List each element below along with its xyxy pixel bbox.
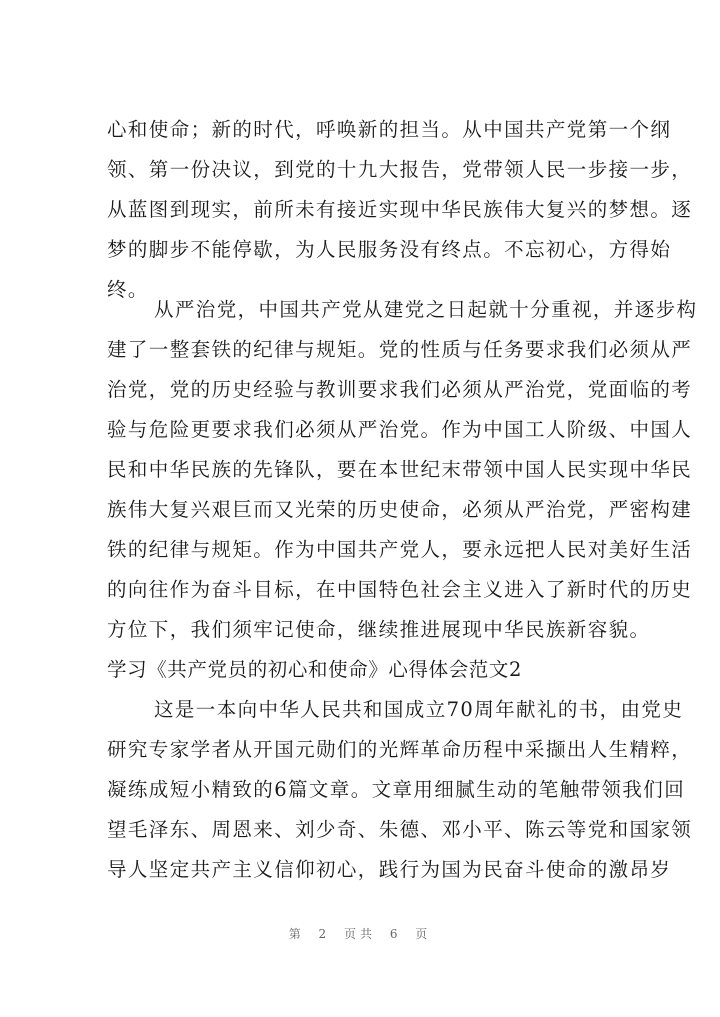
page-number-footer: 第 2 页共 6 页 <box>288 927 432 941</box>
paragraph-line: 研究专家学者从开国元勋们的光辉革命历程中采撷出人生精粹， <box>107 738 693 761</box>
paragraph-line: 领、第一份决议，到党的十九大报告，党带领人民一步接一步， <box>107 158 693 181</box>
section-heading: 学习《共产党员的初心和使命》心得体会范文2 <box>107 658 523 681</box>
paragraph-line: 从蓝图到现实，前所未有接近实现中华民族伟大复兴的梦想。逐 <box>107 198 693 221</box>
paragraph-line: 导人坚定共产主义信仰初心，践行为国为民奋斗使命的激昂岁 <box>107 858 672 881</box>
paragraph-line: 的向往作为奋斗目标，在中国特色社会主义进入了新时代的历史 <box>107 578 693 601</box>
paragraph-line: 治党，党的历史经验与教训要求我们必须从严治党，党面临的考 <box>107 378 693 401</box>
paragraph-line: 凝练成短小精致的6篇文章。文章用细腻生动的笔触带领我们回 <box>107 778 686 801</box>
paragraph-line: 梦的脚步不能停歇，为人民服务没有终点。不忘初心，方得始 <box>107 238 672 261</box>
paragraph-line: 心和使命；新的时代，呼唤新的担当。从中国共产党第一个纲 <box>107 118 672 141</box>
paragraph-line: 望毛泽东、周恩来、刘少奇、朱德、邓小平、陈云等党和国家领 <box>107 818 693 841</box>
paragraph-line: 民和中华民族的先锋队，要在本世纪末带领中国人民实现中华民 <box>107 458 693 481</box>
paragraph-line: 族伟大复兴艰巨而又光荣的历史使命，必须从严治党，严密构建 <box>107 498 693 521</box>
paragraph-line: 建了一整套铁的纪律与规矩。党的性质与任务要求我们必须从严 <box>107 338 693 361</box>
paragraph-line: 终。 <box>107 278 149 301</box>
paragraph-line: 验与危险更要求我们必须从严治党。作为中国工人阶级、中国人 <box>107 418 693 441</box>
paragraph-line: 从严治党，中国共产党从建党之日起就十分重视，并逐步构 <box>154 298 698 321</box>
paragraph-2 <box>107 290 698 650</box>
paragraph-line: 这是一本向中华人民共和国成立70周年献礼的书，由党史 <box>154 698 684 721</box>
paragraph-3 <box>107 690 693 890</box>
paragraph-line: 铁的纪律与规矩。作为中国共产党人，要永远把人民对美好生活 <box>107 538 693 561</box>
paragraph-line: 方位下，我们须牢记使命，继续推进展现中华民族新容貌。 <box>107 618 651 641</box>
